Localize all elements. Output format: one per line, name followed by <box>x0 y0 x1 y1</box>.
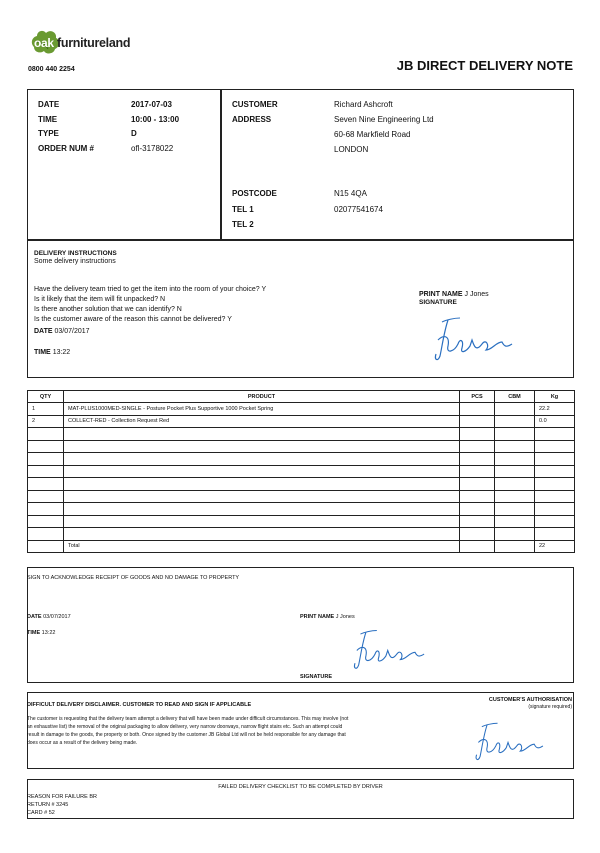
table-row <box>28 403 575 416</box>
disclaimer-heading: DIFFICULT DELIVERY DISCLAIMER. CUSTOMER TO READ AND SIGN IF APPLICABLE <box>27 702 252 708</box>
order-type-label: TYPE <box>38 129 59 138</box>
receipt-print-name <box>300 614 355 621</box>
total-kg: 22 <box>535 540 575 553</box>
product-table <box>27 390 575 553</box>
signature-image <box>465 718 565 766</box>
row-qty: 2 <box>28 415 64 428</box>
order-time-label: TIME <box>38 115 58 124</box>
signature-image <box>430 312 530 367</box>
address-line-2: 60-68 Markfield Road <box>334 130 411 139</box>
tel2-label: TEL 2 <box>232 220 254 229</box>
receipt-time <box>27 630 55 637</box>
disclaimer-line-3: result in damage to the goods, the property or both. Once signed by the customer JB Global Ltd will not be held responsible for any damage that <box>27 732 346 738</box>
authorisation-subtext: (signature required) <box>528 704 572 710</box>
product-table-header <box>28 391 575 403</box>
instructions-time-label: TIME <box>34 349 51 356</box>
row-cbm <box>495 415 535 428</box>
instructions-time-value: 13:22 <box>52 349 71 356</box>
col-qty: QTY <box>28 391 64 403</box>
customer-name: Richard Ashcroft <box>334 100 393 109</box>
document-title: JB DIRECT DELIVERY NOTE <box>396 58 573 73</box>
instructions-date-label: DATE <box>34 328 53 335</box>
row-pcs <box>460 415 495 428</box>
disclaimer-line-4: does occur as a result of the delivery being made. <box>27 740 138 746</box>
failed-heading: FAILED DELIVERY CHECKLIST TO BE COMPLETED BY DRIVER <box>218 784 383 790</box>
row-product: COLLECT-RED - Collection Request Red <box>64 415 460 428</box>
instructions-text: Some delivery instructions <box>34 258 116 265</box>
empty-row <box>28 465 575 478</box>
row-pcs <box>460 403 495 416</box>
customer-authorisation-label: CUSTOMER'S AUTHORISATION <box>488 697 572 703</box>
order-type-value: D <box>131 129 137 138</box>
order-date-label: DATE <box>38 100 60 109</box>
question-4: Is the customer aware of the reason this cannot be delivered? Y <box>34 316 232 323</box>
instructions-print-name-value: J Jones <box>464 291 489 298</box>
receipt-time-value: 13:22 <box>41 630 56 636</box>
row-kg: 0.0 <box>535 415 575 428</box>
empty-row <box>28 478 575 491</box>
address-line-3: LONDON <box>334 145 369 154</box>
question-3: Is there another solution that we can identify? N <box>34 306 182 313</box>
empty-row <box>28 490 575 503</box>
instructions-date <box>34 327 90 336</box>
postcode-label: POSTCODE <box>232 189 277 198</box>
empty-row <box>28 503 575 516</box>
receipt-date-label: DATE <box>27 614 42 620</box>
company-logo <box>28 27 138 57</box>
logo-prefix: oak <box>34 36 54 50</box>
question-1: Have the delivery team tried to get the item into the room of your choice? Y <box>34 286 267 293</box>
col-pcs: PCS <box>460 391 495 403</box>
instructions-time <box>34 348 70 357</box>
receipt-print-name-label: PRINT NAME <box>300 614 335 620</box>
row-qty: 1 <box>28 403 64 416</box>
return-number: RETURN # 3245 <box>27 802 69 808</box>
order-number-value: ofl-3178022 <box>131 144 174 153</box>
order-time-value: 10:00 - 13:00 <box>131 115 180 124</box>
row-cbm <box>495 403 535 416</box>
receipt-print-name-value: J Jones <box>335 614 355 620</box>
question-2: Is it likely that the item will fit unpacked? N <box>34 296 166 303</box>
instructions-heading: DELIVERY INSTRUCTIONS <box>34 250 117 257</box>
col-product: PRODUCT <box>64 391 460 403</box>
receipt-date-value: 03/07/2017 <box>43 614 71 620</box>
empty-row <box>28 515 575 528</box>
order-number-label: ORDER NUM # <box>38 144 95 153</box>
empty-row <box>28 428 575 441</box>
disclaimer-line-1: The customer is requesting that the delivery team attempt a delivery that will have been made under difficult circumstances. This may involve (not <box>27 716 349 722</box>
signature-image <box>345 625 445 675</box>
row-kg: 22.2 <box>535 403 575 416</box>
instructions-print-name-label: PRINT NAME <box>419 291 463 298</box>
address-line-1: Seven Nine Engineering Ltd <box>334 115 434 124</box>
col-cbm: CBM <box>495 391 535 403</box>
postcode-value: N15 4QA <box>334 189 367 198</box>
receipt-time-label: TIME <box>27 630 41 636</box>
disclaimer-line-2: an exhaustive list) the removal of the original packaging to allow delivery, very narrow doorways, narrow flight stairs etc. Such an attempt could <box>27 724 343 730</box>
instructions-signature-label: SIGNATURE <box>419 299 457 306</box>
address-label: ADDRESS <box>232 115 272 124</box>
empty-row <box>28 528 575 541</box>
receipt-box <box>27 567 574 683</box>
tel1-value: 02077541674 <box>334 205 383 214</box>
table-row <box>28 415 575 428</box>
total-label: Total <box>64 540 460 553</box>
order-date-value: 2017-07-03 <box>131 100 172 109</box>
instructions-print-name <box>419 290 489 299</box>
company-phone: 0800 440 2254 <box>28 66 75 73</box>
failure-reason: REASON FOR FAILURE BR <box>27 794 97 800</box>
receipt-heading: SIGN TO ACKNOWLEDGE RECEIPT OF GOODS AND NO DAMAGE TO PROPERTY <box>27 575 240 581</box>
col-kg: Kg <box>535 391 575 403</box>
receipt-signature-label: SIGNATURE <box>300 674 332 680</box>
receipt-date <box>27 614 71 621</box>
instructions-date-value: 03/07/2017 <box>54 328 90 335</box>
logo-name: furnitureland <box>57 36 131 50</box>
order-divider <box>220 89 222 240</box>
empty-row <box>28 453 575 466</box>
order-details-box <box>27 89 574 240</box>
empty-row <box>28 440 575 453</box>
card-number: CARD # 52 <box>27 810 55 816</box>
row-product: MAT-PLUS1000MED-SINGLE - Posture Pocket Plus Supportive 1000 Pocket Spring <box>64 403 460 416</box>
tel1-label: TEL 1 <box>232 205 254 214</box>
total-row <box>28 540 575 553</box>
customer-label: CUSTOMER <box>232 100 278 109</box>
